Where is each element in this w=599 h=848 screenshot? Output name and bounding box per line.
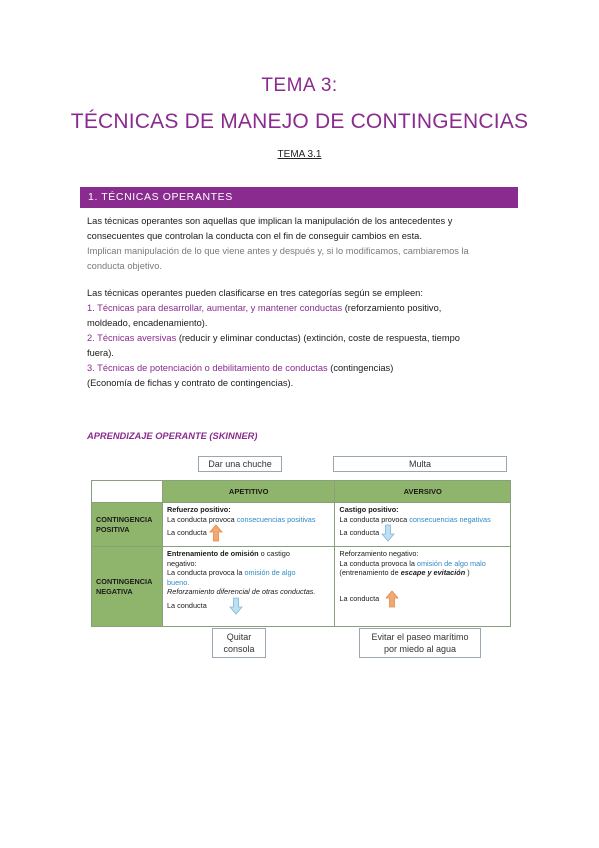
column-header-apetitivo: APETITIVO xyxy=(163,481,335,503)
cell-text: La conducta provoca consecuencias positivas xyxy=(167,514,316,524)
contingency-table xyxy=(91,480,511,627)
arrow-up-icon xyxy=(209,524,223,542)
example-box-evitar-paseo xyxy=(359,628,481,658)
column-header-aversivo: AVERSIVO xyxy=(335,481,511,503)
cell-castigo-positivo xyxy=(335,503,511,547)
cell-title: Reforzamiento negativo: xyxy=(339,549,419,558)
row-header-negativa: CONTINGENCIA NEGATIVA xyxy=(92,547,163,627)
category-name: 2. Técnicas aversivas xyxy=(87,333,177,343)
category-detail: (contingencias) xyxy=(327,363,394,373)
page-title: TÉCNICAS DE MANEJO DE CONTINGENCIAS xyxy=(70,110,529,133)
arrow-up-icon xyxy=(385,590,399,608)
cell-title: Entrenamiento de omisión o castigo xyxy=(167,549,290,558)
cell-text: (entrenamiento de escape y evitación ) xyxy=(339,568,470,577)
highlight-text: bueno. xyxy=(167,577,190,587)
cell-title: Refuerzo positivo: xyxy=(167,505,231,514)
section-banner: 1. TÉCNICAS OPERANTES xyxy=(80,187,518,208)
highlight-text: consecuencias positivas xyxy=(236,514,316,524)
tema-heading: TEMA 3: xyxy=(261,75,338,96)
category-item-1 xyxy=(87,301,517,316)
category-name: 1. Técnicas para desarrollar, aumentar, y mantener conductas xyxy=(87,303,343,313)
text-line-gray: Implican manipulación de lo que viene antes y después y, si lo modificamos, cambiaremos la xyxy=(87,246,469,256)
highlight-text: consecuencias negativas xyxy=(409,514,491,524)
arrow-down-icon xyxy=(381,524,395,542)
cell-conducta: La conducta xyxy=(167,524,330,542)
cell-title: Castigo positivo: xyxy=(339,505,399,514)
cell-conducta: La conducta xyxy=(167,597,330,615)
cell-conducta: La conducta xyxy=(339,590,506,608)
paragraph-categories xyxy=(87,286,517,391)
category-name: 3. Técnicas de potenciación o debilitamiento de conductas xyxy=(87,363,328,373)
cell-text: La conducta provoca consecuencias negativas xyxy=(339,514,491,524)
row-header-positiva: CONTINGENCIA POSITIVA xyxy=(92,503,163,547)
text-line: por miedo al agua xyxy=(383,644,457,654)
text-line: moldeado, encadenamiento). xyxy=(87,318,208,328)
cell-text: La conducta provoca la omisión de algo xyxy=(167,568,296,577)
table-corner xyxy=(92,481,163,503)
category-item-2 xyxy=(87,331,517,346)
cell-text: negativo: xyxy=(167,558,197,568)
text-line: Evitar el paseo marítimo xyxy=(371,632,469,642)
cell-reforzamiento-negativo xyxy=(335,547,511,627)
category-detail: (reducir y eliminar conductas) (extinción, coste de respuesta, tiempo xyxy=(176,333,460,343)
category-detail: (reforzamiento positivo, xyxy=(342,303,442,313)
cell-refuerzo-positivo xyxy=(163,503,335,547)
cell-conducta: La conducta xyxy=(339,524,506,542)
example-box-dar-chuche: Dar una chuche xyxy=(198,456,282,472)
cell-entrenamiento-omision xyxy=(163,547,335,627)
figure-label: APRENDIZAJE OPERANTE (SKINNER) xyxy=(87,431,258,441)
category-item-3 xyxy=(87,361,517,376)
text-line: Las técnicas operantes son aquellas que implican la manipulación de los antecedentes y xyxy=(87,216,453,226)
cell-text: La conducta provoca la omisión de algo malo xyxy=(339,558,486,568)
cell-italic-text: Reforzamiento diferencial de otras conductas. xyxy=(167,587,316,596)
example-box-quitar-consola: Quitar consola xyxy=(212,628,266,658)
text-line: Las técnicas operantes pueden clasificarse en tres categorías según se empleen: xyxy=(87,288,423,298)
text-line: fuera). xyxy=(87,348,114,358)
text-line-gray: conducta objetivo. xyxy=(87,261,162,271)
paragraph-definition xyxy=(87,214,517,274)
subtema-label: TEMA 3.1 xyxy=(277,149,322,160)
text-line: (Economía de fichas y contrato de contingencias). xyxy=(87,378,294,388)
arrow-down-icon xyxy=(229,597,243,615)
text-line: consecuentes que controlan la conducta con el fin de conseguir cambios en esta. xyxy=(87,231,422,241)
example-box-multa: Multa xyxy=(333,456,507,472)
